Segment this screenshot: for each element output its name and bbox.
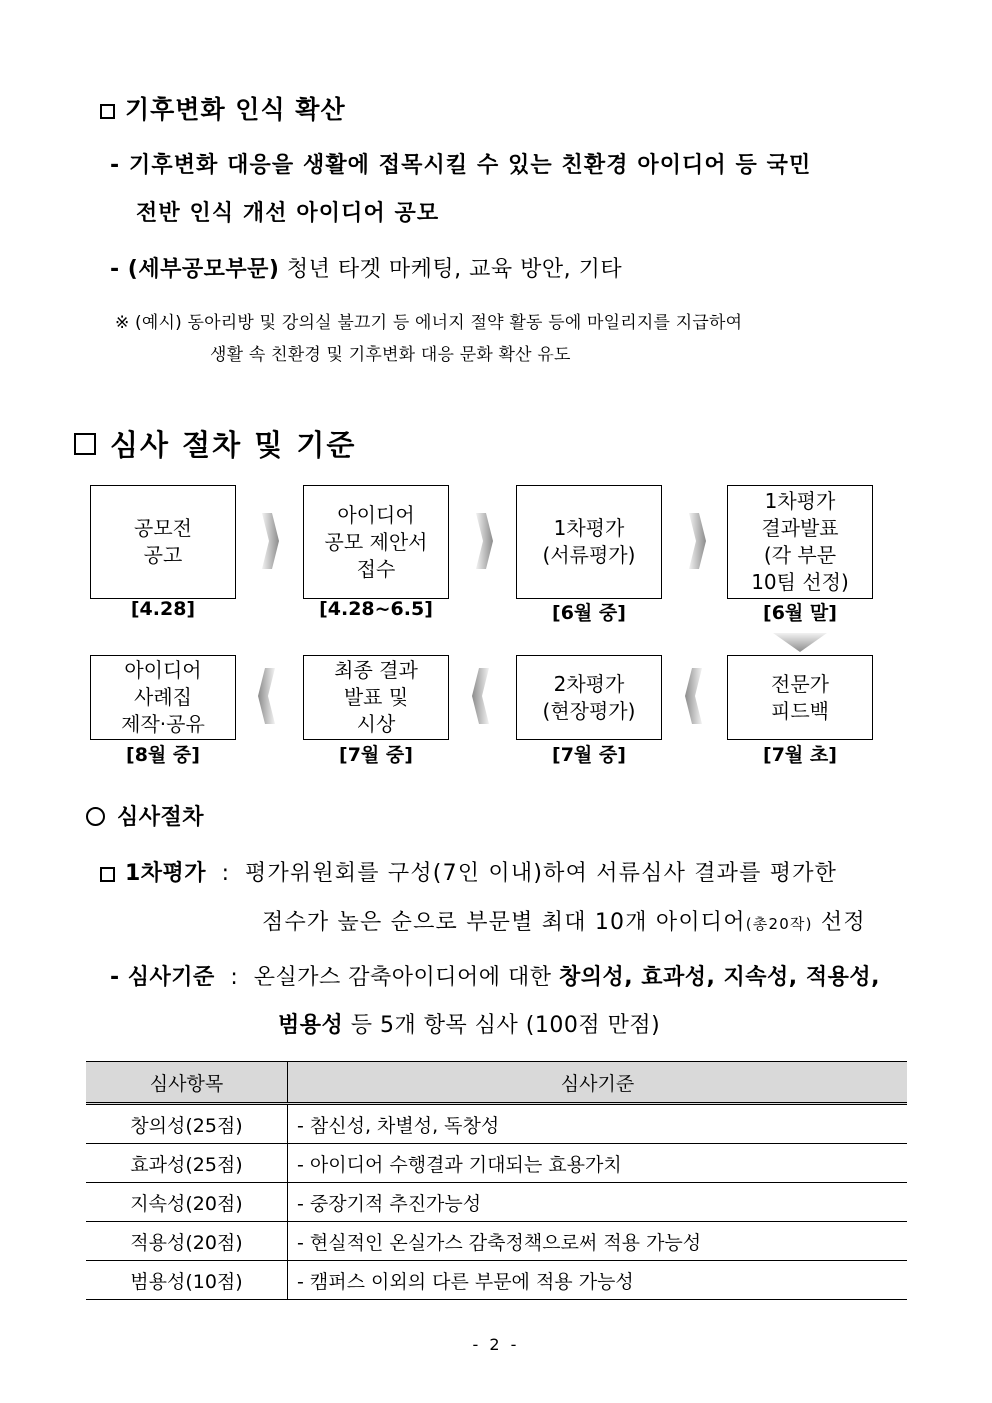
table-cell-item: 창의성(25점) [86,1104,288,1144]
criteria-label: - 심사기준 [110,965,215,990]
flow-step-text: 피드백 [771,698,829,723]
page-number: - 2 - [472,1335,520,1354]
flow-step-text: 제작·공유 [121,712,205,736]
awareness-heading-text: 기후변화 인식 확산 [125,95,346,124]
awareness-bullet2-label: - (세부공모부문) [110,257,280,282]
awareness-bullet1-line1: - 기후변화 대응을 생활에 접목시킬 수 있는 친환경 아이디어 등 국민 [110,153,812,178]
table-cell-criteria: - 중장기적 추진가능성 [288,1183,908,1222]
criteria-line2 [278,1008,660,1039]
flow-step-text: 아이디어 [124,658,202,682]
flow-step-text: 최종 결과 [334,658,418,682]
first-eval-line2 [262,905,866,936]
table-cell-criteria: - 참신성, 차별성, 독창성 [288,1104,908,1144]
flow-step-date: [7월 중] [339,744,413,766]
awareness-note-line1: ※ (예시) 동아리방 및 강의실 불끄기 등 에너지 절약 활동 등에 마일리지를 지급하여 [115,313,743,333]
flow-step-date: [6월 중] [552,602,626,624]
first-eval-line1 [100,856,837,887]
flow-step-text: 전문가 [771,671,829,696]
flow-step-text: 시상 [356,712,396,736]
first-eval-select: 선정 [820,910,866,935]
criteria-text1: 온실가스 감축아이디어에 대한 [253,965,552,990]
flow-step-date: [7월 중] [552,744,626,766]
flow-step-text: 2차평가 [553,671,625,696]
procedure-heading [86,800,204,831]
chevron-arrow-icon [262,513,279,569]
flow-step-text: 공모전 [134,516,192,540]
table-row [86,1222,907,1261]
flow-step-text: 발표 및 [343,685,409,709]
table-cell-item: 범용성(10점) [86,1261,288,1300]
flow-step-date: [8월 중] [126,744,200,766]
flow-step-text: 1차평가 [553,516,625,540]
chevron-arrow-icon [685,668,702,724]
circle-bullet-icon [86,807,105,826]
awareness-bullet1-line2: 전반 인식 개선 아이디어 공모 [136,201,440,226]
flow-step-text: 1차평가 [764,489,836,513]
first-eval-total: (총20작) [745,915,813,933]
flow-step-text: 10팀 선정) [751,570,849,594]
criteria-items: 창의성, 효과성, 지속성, 적용성, [559,965,880,990]
table-row [86,1104,907,1144]
flow-step-text: 아이디어 [337,502,415,527]
first-eval-label: 1차평가 [125,861,207,886]
table-header-row [86,1062,907,1104]
awareness-note-line2: 생활 속 친환경 및 기후변화 대응 문화 확산 유도 [210,345,571,365]
first-eval-colon: : [221,861,230,886]
criteria-colon: : [230,965,239,990]
awareness-bullet2-text: 청년 타겟 마케팅, 교육 방안, 기타 [286,257,623,282]
table-header-criteria: 심사기준 [288,1062,908,1104]
flow-step-date: [4.28] [130,598,196,620]
flow-step-text: 공고 [143,543,183,567]
flow-step-text: 공모 제안서 [324,529,428,554]
flow-step-text: 결과발표 [761,516,839,540]
flow-step-text: (서류평가) [542,543,636,567]
chevron-arrow-icon [773,633,827,652]
flow-step-date: [6월 말] [763,602,837,624]
table-cell-criteria: - 현실적인 온실가스 감축정책으로써 적용 가능성 [288,1222,908,1261]
review-heading-text: 심사 절차 및 기준 [110,428,357,462]
flow-step-text: 접수 [356,556,396,581]
flow-step-text: (각 부문 [763,543,837,567]
table-row [86,1261,907,1300]
chevron-arrow-icon [476,513,493,569]
table-row [86,1183,907,1222]
table-header-item: 심사항목 [86,1062,288,1104]
table-row [86,1144,907,1183]
table-cell-criteria: - 아이디어 수행결과 기대되는 효용가치 [288,1144,908,1183]
chevron-arrow-icon [689,513,706,569]
chevron-arrow-icon [472,668,489,724]
first-eval-text2: 점수가 높은 순으로 부문별 최대 10개 아이디어 [262,910,746,935]
table-cell-item: 적용성(20점) [86,1222,288,1261]
criteria-item-last: 범용성 [278,1013,344,1038]
table-cell-item: 효과성(25점) [86,1144,288,1183]
flow-step-text: 사례집 [134,685,192,709]
flow-step-text: (현장평가) [542,698,636,723]
criteria-table [86,1061,907,1300]
flow-step-date: [4.28~6.5] [319,598,433,620]
square-bullet-icon [100,867,115,882]
criteria-text2: 등 5개 항목 심사 (100점 만점) [350,1013,661,1038]
chevron-arrow-icon [258,668,275,724]
table-cell-criteria: - 캠퍼스 이외의 다른 부문에 적용 가능성 [288,1261,908,1300]
table-cell-item: 지속성(20점) [86,1183,288,1222]
procedure-heading-text: 심사절차 [117,805,205,830]
criteria-line1 [110,960,880,991]
first-eval-text1: 평가위원회를 구성(7인 이내)하여 서류심사 결과를 평가한 [245,861,838,886]
flow-step-date: [7월 초] [763,744,837,766]
